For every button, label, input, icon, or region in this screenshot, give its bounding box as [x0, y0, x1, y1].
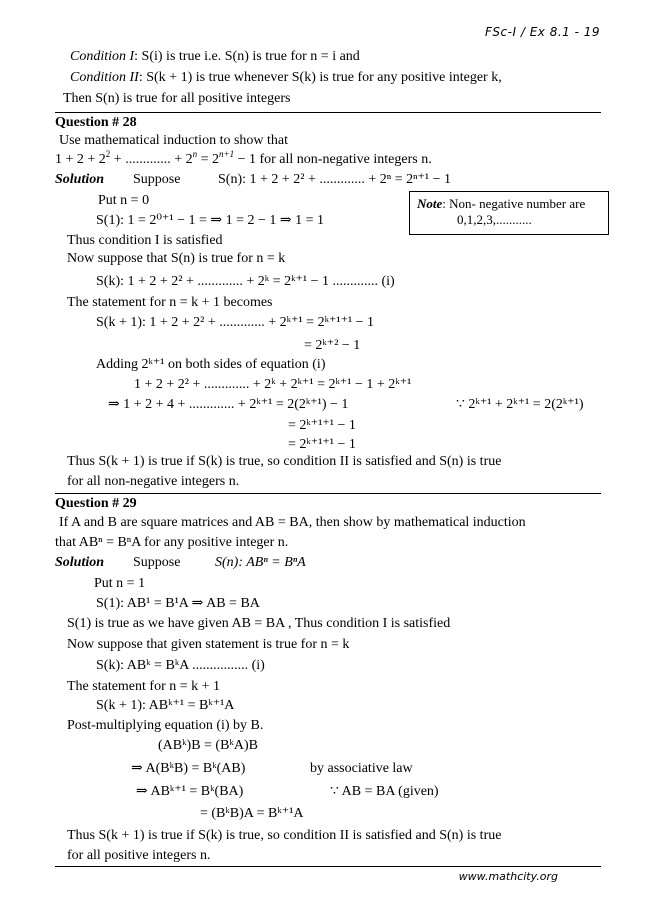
q28-s2-eq: = 2: [197, 152, 219, 167]
q28-sk1: S(k + 1): 1 + 2 + 2² + ............. + 2ᵏ⁺¹ = 2ᵏ⁺¹⁺¹ − 1: [96, 315, 375, 330]
q28-put: Put n = 0: [98, 193, 150, 208]
q29-now-suppose: Now suppose that given statement is true for n = k: [67, 637, 350, 652]
q28-because: ∵ 2ᵏ⁺¹ + 2ᵏ⁺¹ = 2(2ᵏ⁺¹): [456, 397, 584, 412]
condition-1: [70, 48, 360, 66]
note-box: [409, 191, 609, 235]
condition-1-text: : S(i) is true i.e. S(n) is true for n = i and: [134, 49, 360, 64]
q29-s1: S(1): AB¹ = B¹A ⇒ AB = BA: [96, 596, 260, 611]
q28-add-equation: 1 + 2 + 2² + ............. + 2ᵏ + 2ᵏ⁺¹ = 2ᵏ⁺¹ − 1 + 2ᵏ⁺¹: [134, 377, 412, 392]
q29-eq-1: (ABᵏ)B = (BᵏA)B: [158, 738, 258, 753]
q29-sk1: S(k + 1): ABᵏ⁺¹ = Bᵏ⁺¹A: [96, 698, 235, 713]
q29-eq-3-note: ∵ AB = BA (given): [330, 784, 439, 799]
q29-statement-for: The statement for n = k + 1: [67, 679, 221, 694]
q29-statement-line-2: that ABⁿ = BⁿA for any positive integer n.: [55, 535, 289, 550]
q29-conclusion-1: Thus S(k + 1) is true if S(k) is true, so condition II is satisfied and S(n) is true: [67, 828, 502, 843]
q29-eq-2-note: by associative law: [310, 761, 413, 776]
condition-2-label: Condition II: [70, 70, 139, 85]
q28-statement-line-2: $1 + 2 + 2^2$ + ............. + $2^n = 2^{n+1} - 1$ for all non-negative integers n.: [55, 149, 432, 167]
footer-url: www.mathcity.org: [458, 870, 558, 883]
q29-eq-2: ⇒ A(BᵏB) = Bᵏ(AB): [131, 761, 246, 776]
note-label: Note: [417, 196, 443, 211]
q28-solution-label: Solution: [55, 172, 105, 187]
q28-statement-for: The statement for n = k + 1 becomes: [67, 295, 273, 310]
q29-put: Put n = 1: [94, 576, 146, 591]
q28-condition-1-satisfied: Thus condition I is satisfied: [67, 233, 223, 248]
q28-implies: ⇒ 1 + 2 + 4 + ............. + 2ᵏ⁺¹ = 2(2ᵏ⁺¹) − 1: [108, 397, 349, 412]
q28-now-suppose: Now suppose that S(n) is true for n = k: [67, 251, 286, 266]
condition-2-text: : S(k + 1) is true whenever S(k) is true for any positive integer k,: [138, 70, 502, 85]
q29-eq-3: ⇒ ABᵏ⁺¹ = Bᵏ(BA): [136, 784, 244, 799]
page-header: FSc-I / Ex 8.1 - 19: [485, 25, 600, 39]
q28-s2-post: − 1 for all non-negative integers n.: [234, 152, 432, 167]
note-text: : Non- negative number are: [442, 196, 586, 211]
q28-s2-pre: 1 + 2 + 2: [55, 152, 106, 167]
q29-sk: S(k): ABᵏ = BᵏA ................ (i): [96, 658, 265, 673]
condition-2: [70, 69, 502, 87]
divider: [55, 866, 601, 867]
question-28-title: Question # 28: [55, 115, 137, 130]
q29-solution-label: Solution: [55, 555, 105, 570]
question-29-title: Question # 29: [55, 496, 137, 511]
q28-conclusion-2: for all non-negative integers n.: [67, 474, 240, 489]
q29-conclusion-2: for all positive integers n.: [67, 848, 211, 863]
q28-sk: S(k): 1 + 2 + 2² + ............. + 2ᵏ = 2ᵏ⁺¹ − 1 ............. (i): [96, 274, 395, 289]
q28-eq-line-2: = 2ᵏ⁺¹⁺¹ − 1: [288, 418, 356, 433]
q28-s2-mid: + ............. + 2: [110, 152, 193, 167]
note-line-1: [417, 196, 585, 212]
q29-post-multiplying: Post-multiplying equation (i) by B.: [67, 718, 264, 733]
condition-1-label: Condition I: [70, 49, 135, 64]
q28-adding: Adding 2ᵏ⁺¹ on both sides of equation (i): [96, 357, 326, 372]
q29-s1-true: S(1) is true as we have given AB = BA , Thus condition I is satisfied: [67, 616, 451, 631]
q28-eq-line-3: = 2ᵏ⁺¹⁺¹ − 1: [288, 437, 356, 452]
q29-sn-definition: S(n): ABⁿ = BⁿA: [215, 555, 306, 570]
divider: [55, 112, 601, 113]
q28-statement-line-1: Use mathematical induction to show that: [59, 133, 289, 148]
q29-eq-4: = (BᵏB)A = Bᵏ⁺¹A: [200, 806, 304, 821]
q28-conclusion-1: Thus S(k + 1) is true if S(k) is true, so condition II is satisfied and S(n) is true: [67, 454, 502, 469]
q28-sk1-simplified: = 2ᵏ⁺² − 1: [304, 338, 361, 353]
note-values: 0,1,2,3,...........: [457, 212, 532, 227]
q28-sn-definition: S(n): 1 + 2 + 2² + ............. + 2ⁿ = 2ⁿ⁺¹ − 1: [218, 172, 451, 187]
q28-s1: S(1): 1 = 2⁰⁺¹ − 1 = ⇒ 1 = 2 − 1 ⇒ 1 = 1: [96, 213, 325, 228]
divider: [55, 493, 601, 494]
q28-suppose: Suppose: [133, 172, 181, 187]
q29-suppose: Suppose: [133, 555, 181, 570]
q29-statement-line-1: If A and B are square matrices and AB = BA, then show by mathematical induction: [59, 515, 526, 530]
then-statement: Then S(n) is true for all positive integers: [63, 91, 291, 106]
